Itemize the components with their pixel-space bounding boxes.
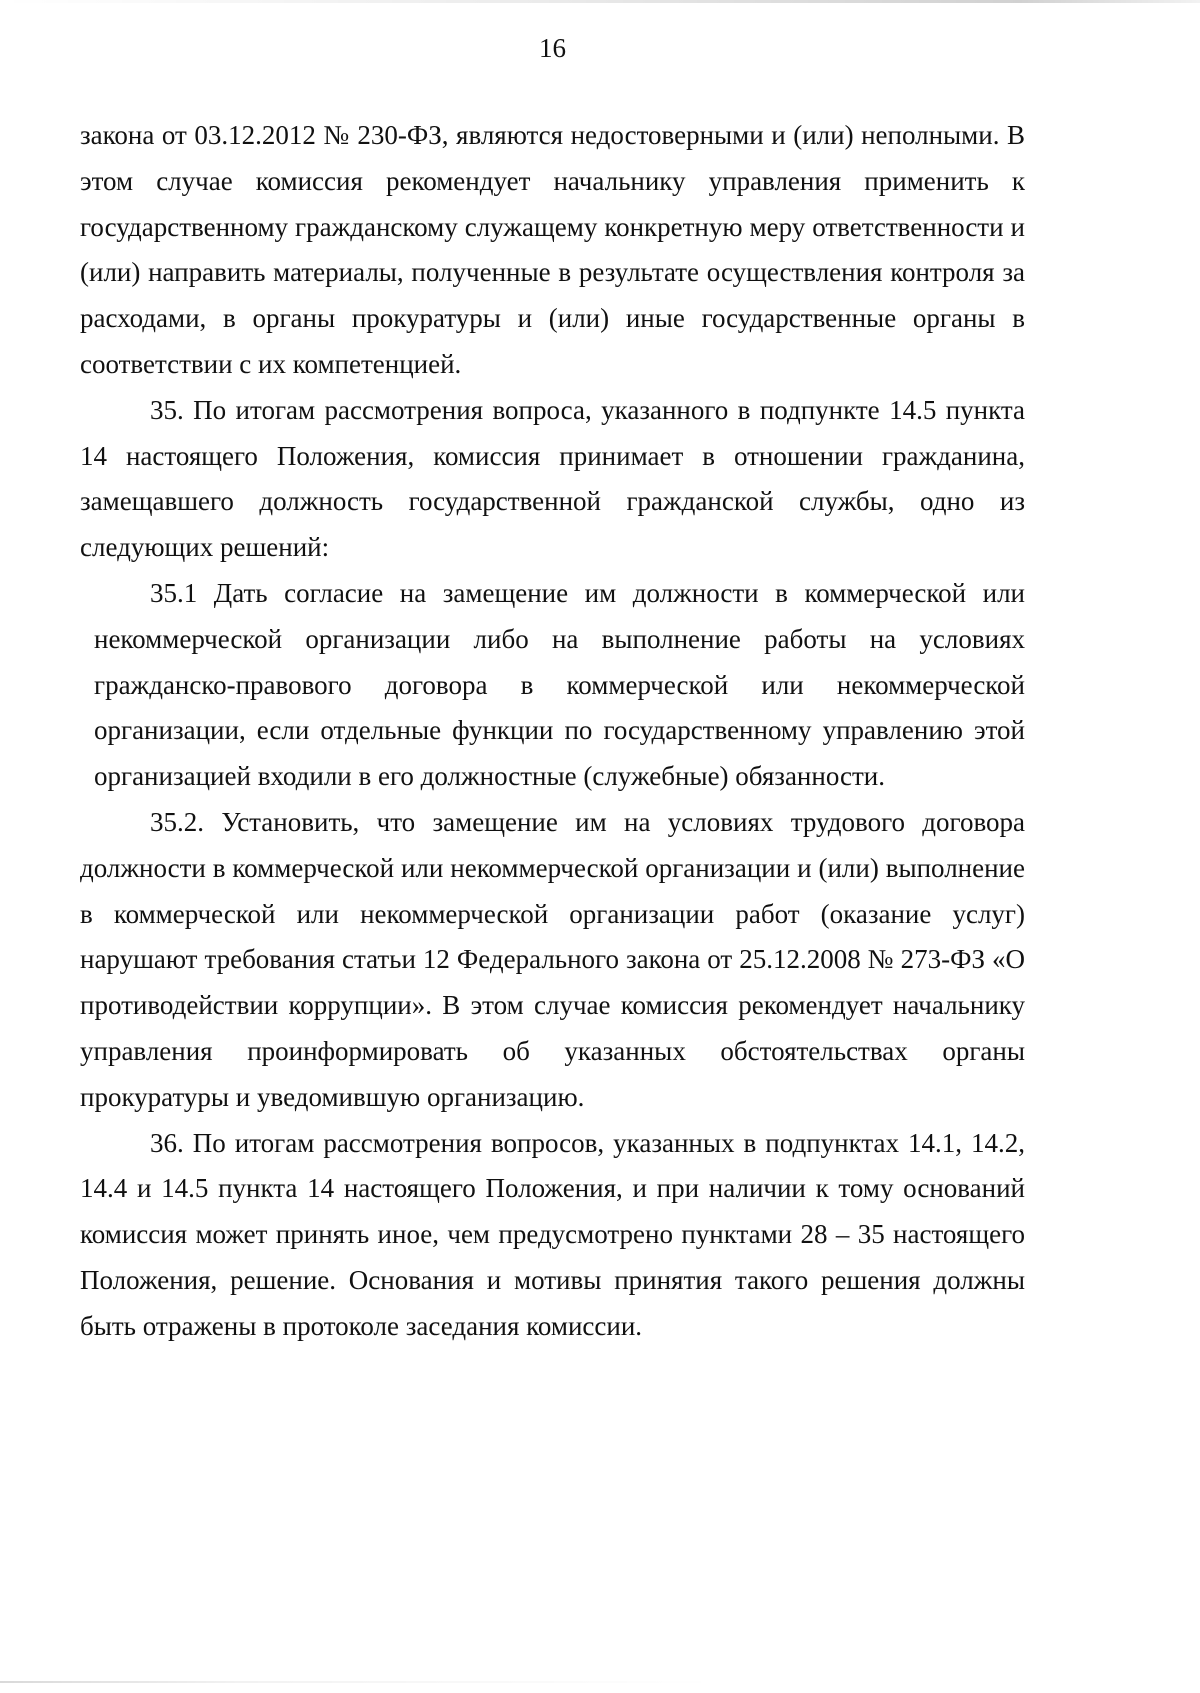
document-body — [80, 113, 1025, 1350]
paragraph-36: 36. По итогам рассмотрения вопросов, указанных в подпунктах 14.1, 14.2, 14.4 и 14.5 пункта 14 настоящего Положения, и при наличии к тому оснований комиссия может принять иное, чем предусмотрено пунктами 28 – 35 настоящего Положения, решение. Основания и мотивы принятия такого решения должны быть отражены в протоколе заседания комиссии. — [80, 1127, 1025, 1341]
paragraph-35-2: 35.2. Установить, что замещение им на условиях трудового договора должности в коммерческой или некоммерческой организации и (или) выполнение в коммерческой или некоммерческой организации работ (оказание услуг) нарушают требования статьи 12 Федерального закона от 25.12.2008 № 273-ФЗ «О противодействии коррупции». В этом случае комиссия рекомендует начальнику управления проинформировать об указанных обстоятельствах органы прокуратуры и уведомившую организацию. — [80, 806, 1025, 1112]
scan-edge-top — [0, 0, 1200, 3]
paragraph-35-1: 35.1 Дать согласие на замещение им должности в коммерческой или некоммерческой организации либо на выполнение работы на условиях гражданско-правового договора в коммерческой или некоммерческой организации, если отдельные функции по государственному управлению этой организацией входили в его должностные (служебные) обязанности. — [94, 577, 1025, 792]
paragraph-35: 35. По итогам рассмотрения вопроса, указанного в подпункте 14.5 пункта 14 настоящего Положения, комиссия принимает в отношении гражданина, замещавшего должность государственной гражданской службы, одно из следующих решений: — [80, 394, 1025, 563]
page-number: 16 — [539, 33, 566, 63]
scan-edge-bottom — [0, 1681, 1200, 1683]
paragraph-continuation: закона от 03.12.2012 № 230-ФЗ, являются недостоверными и (или) неполными. В этом случае комиссия рекомендует начальнику управления применить к государственному гражданскому служащему конкретную меру ответственности и (или) направить материалы, полученные в результате осуществления контроля за расходами, в органы прокуратуры и (или) иные государственные органы в соответствии с их компетенцией. — [80, 120, 1025, 379]
